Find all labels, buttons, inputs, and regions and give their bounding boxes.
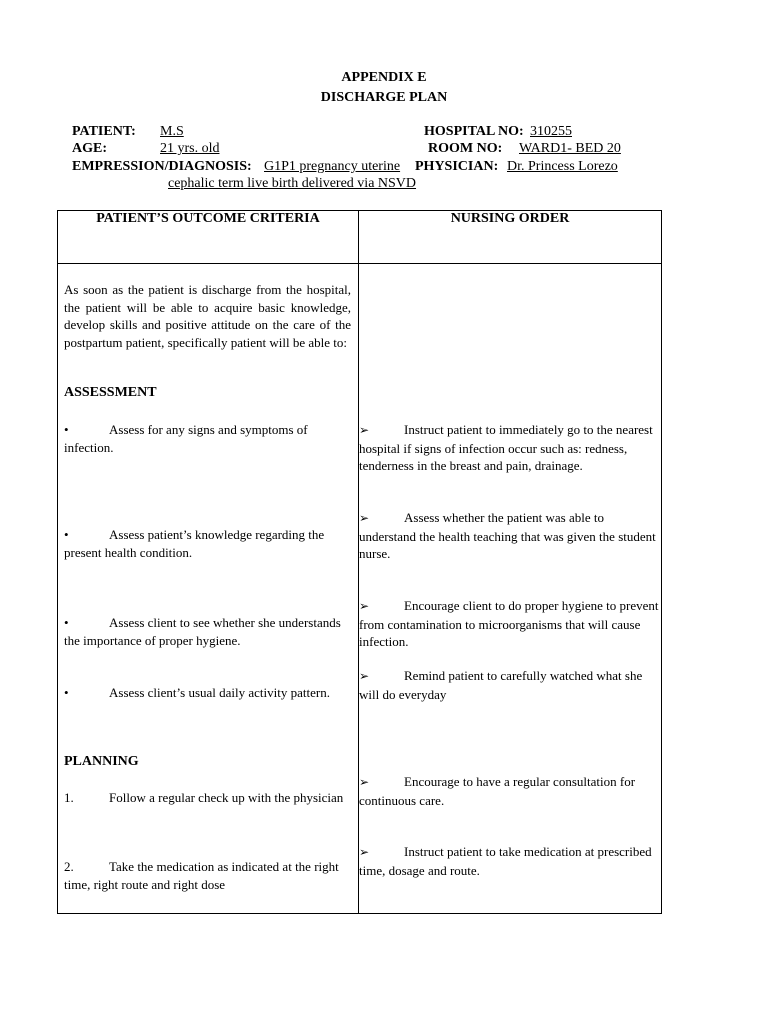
nursing-order-item: ➢ Encourage client to do proper hygiene to prevent from contamination to microorganisms that will cause infection.: [359, 598, 659, 649]
arrow-bullet-icon: ➢: [359, 599, 370, 613]
arrow-bullet-icon: ➢: [359, 775, 370, 789]
bullet-icon: •: [64, 527, 69, 542]
arrow-bullet-icon: ➢: [359, 845, 370, 859]
hospital-no-label: HOSPITAL NO:: [424, 124, 524, 139]
assessment-item: • Assess for any signs and symptoms of infection.: [64, 422, 308, 455]
nursing-order-cell: [359, 264, 662, 914]
planning-item: 1. Follow a regular check up with the physician: [64, 790, 344, 805]
nursing-order-item: ➢ Remind patient to carefully watched what she will do everyday: [359, 668, 643, 702]
physician-value: Dr. Princess Lorezo: [507, 159, 618, 174]
age-label: AGE:: [72, 141, 107, 156]
arrow-bullet-icon: ➢: [359, 669, 370, 683]
appendix-label: APPENDIX E: [341, 70, 427, 85]
physician-label: PHYSICIAN:: [415, 159, 499, 174]
nursing-order-item: ➢ Encourage to have a regular consultation for continuous care.: [359, 774, 636, 808]
planning-item: 2. Take the medication as indicated at the right time, right route and right dose: [64, 859, 339, 892]
intro-text: As soon as the patient is discharge from the hospital, the patient will be able to acquire basic knowledge, develop skills and positive attitude on the care of the postpartum patient, specifically patient will be able to:: [64, 282, 351, 350]
bullet-icon: •: [64, 422, 69, 437]
patient-label: PATIENT:: [72, 124, 136, 139]
diagnosis-value-line1: G1P1 pregnancy uterine: [264, 159, 401, 174]
room-no-label: ROOM NO:: [428, 141, 503, 156]
col-header-nursing-order: NURSING ORDER: [359, 211, 662, 264]
diagnosis-label: EMPRESSION/DIAGNOSIS:: [72, 159, 252, 174]
room-no-value: WARD1- BED 20: [519, 141, 621, 156]
arrow-bullet-icon: ➢: [359, 423, 370, 437]
assessment-heading: ASSESSMENT: [64, 385, 157, 400]
nursing-order-item: ➢ Instruct patient to take medication at prescribed time, dosage and route.: [359, 844, 652, 878]
arrow-bullet-icon: ➢: [359, 511, 370, 525]
document-title: DISCHARGE PLAN: [320, 90, 448, 105]
planning-heading: PLANNING: [64, 754, 139, 769]
outcome-criteria-cell: [58, 264, 359, 914]
bullet-icon: •: [64, 615, 69, 630]
assessment-item: • Assess client to see whether she understands the importance of proper hygiene.: [64, 615, 341, 648]
nursing-order-item: ➢ Assess whether the patient was able to understand the health teaching that was given the student nurse.: [359, 510, 656, 561]
hospital-no-value: 310255: [530, 124, 572, 139]
bullet-icon: •: [64, 685, 69, 700]
discharge-plan-table: [57, 210, 662, 914]
patient-value: M.S: [160, 124, 184, 139]
col-header-outcome-criteria: PATIENT’S OUTCOME CRITERIA: [58, 211, 359, 264]
assessment-item: • Assess patient’s knowledge regarding the present health condition.: [64, 527, 325, 560]
diagnosis-value-line2: cephalic term live birth delivered via NSVD: [168, 176, 417, 191]
assessment-item: • Assess client’s usual daily activity pattern.: [64, 685, 330, 700]
age-value: 21 yrs. old: [160, 141, 220, 156]
nursing-order-item: ➢ Instruct patient to immediately go to the nearest hospital if signs of infection occur such as: redness, tenderness in the breast and pain, drainage.: [359, 422, 653, 473]
